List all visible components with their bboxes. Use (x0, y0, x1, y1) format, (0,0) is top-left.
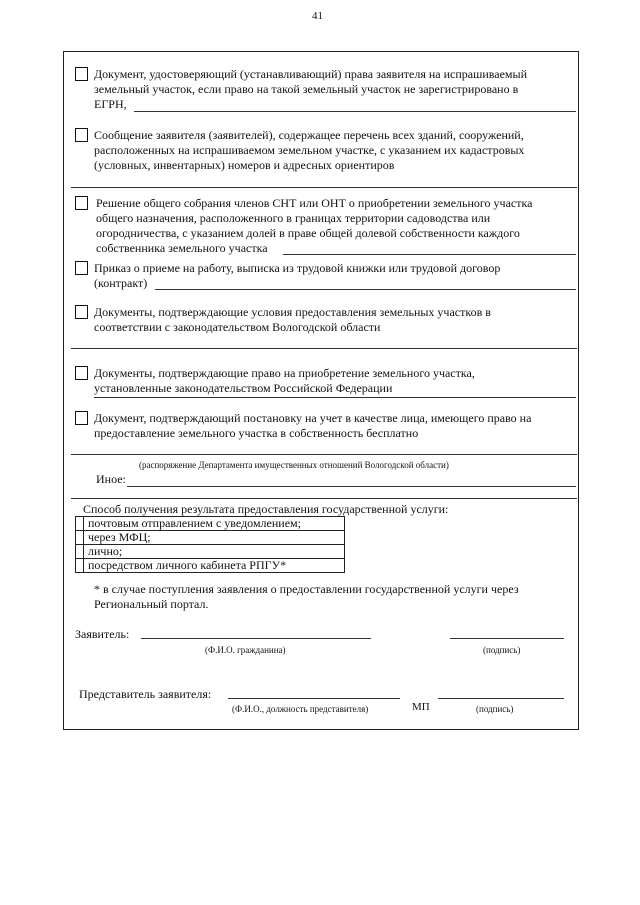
item-2-line-2: расположенных на испрашиваемом земельном участке, с указанием их кадастровых (94, 143, 525, 157)
item-4-checkbox[interactable] (75, 261, 88, 275)
method-footnote-line-1: * в случае поступления заявления о предоставлении государственной услуги через (94, 582, 519, 596)
item-7-divider (71, 454, 577, 455)
item-3-line-3: огородничества, с указанием долей в праве общей долевой собственности каждого (96, 226, 520, 240)
item-1-line-1: Документ, удостоверяющий (устанавливающий) права заявителя на испрашиваемый (94, 67, 527, 81)
method-option-row[interactable] (76, 517, 345, 531)
item-3-fill-line (283, 254, 576, 255)
method-title: Способ получения результата предоставления государственной услуги: (83, 502, 449, 516)
order-note: (распоряжение Департамента имущественных отношений Вологодской области) (139, 460, 449, 470)
method-option-checkbox[interactable] (76, 545, 84, 559)
item-5-line-1: Документы, подтверждающие условия предоставления земельных участков в (94, 305, 491, 319)
item-6-fill-line (94, 397, 576, 398)
item-2-divider (71, 187, 577, 188)
item-1-line-2: земельный участок, если право на такой земельный участок не зарегистрировано в (94, 82, 519, 96)
applicant-sign-caption: (подпись) (483, 645, 521, 655)
item-7-checkbox[interactable] (75, 411, 88, 425)
method-options-table (75, 516, 345, 573)
method-option-checkbox[interactable] (76, 531, 84, 545)
item-1-fill-line (134, 111, 576, 112)
item-3-checkbox[interactable] (75, 196, 88, 210)
representative-sign-line[interactable] (438, 698, 564, 699)
method-option-label: почтовым отправлением с уведомлением; (84, 517, 345, 531)
item-6-line-2: установленные законодательством Российской Федерации (94, 381, 393, 395)
item-3-line-4: собственника земельного участка (96, 241, 268, 255)
representative-name-line[interactable] (228, 698, 400, 699)
representative-name-caption: (Ф.И.О., должность представителя) (232, 704, 369, 714)
item-6-checkbox[interactable] (75, 366, 88, 380)
applicant-name-line[interactable] (141, 638, 371, 639)
method-option-checkbox[interactable] (76, 517, 84, 531)
method-option-checkbox[interactable] (76, 559, 84, 573)
applicant-label: Заявитель: (75, 627, 130, 641)
item-1-line-3: ЕГРН, (94, 97, 127, 111)
item-4-line-2: (контракт) (94, 276, 148, 290)
method-option-row[interactable] (76, 545, 345, 559)
representative-sign-caption: (подпись) (476, 704, 514, 714)
stamp-place-label: МП (412, 701, 430, 713)
item-5-divider (71, 348, 577, 349)
item-2-line-3: (условных, инвентарных) номеров и адресных ориентиров (94, 158, 395, 172)
item-5-checkbox[interactable] (75, 305, 88, 319)
item-2-line-1: Сообщение заявителя (заявителей), содержащее перечень всех зданий, сооружений, (94, 128, 524, 142)
other-label: Иное: (96, 472, 126, 486)
page-number: 41 (312, 10, 323, 22)
item-3-line-2: общего назначения, расположенного в границах территории садоводства или (96, 211, 491, 225)
item-4-line-1: Приказ о приеме на работу, выписка из трудовой книжки или трудовой договор (94, 261, 501, 275)
other-divider (71, 498, 577, 499)
item-7-line-1: Документ, подтверждающий постановку на учет в качестве лица, имеющего право на (94, 411, 532, 425)
item-2-checkbox[interactable] (75, 128, 88, 142)
method-footnote-line-2: Региональный портал. (94, 597, 209, 611)
item-7-line-2: предоставление земельного участка в собственность бесплатно (94, 426, 419, 440)
item-5-line-2: соответствии с законодательством Вологодской области (94, 320, 381, 334)
applicant-sign-line[interactable] (450, 638, 564, 639)
method-option-label: посредством личного кабинета РПГУ* (84, 559, 345, 573)
item-3-line-1: Решение общего собрания членов СНТ или ОНТ о приобретении земельного участка (96, 196, 533, 210)
method-option-row[interactable] (76, 559, 345, 573)
item-4-fill-line (155, 289, 576, 290)
item-1-checkbox[interactable] (75, 67, 88, 81)
other-input-line[interactable] (127, 486, 576, 487)
item-6-line-1: Документы, подтверждающие право на приобретение земельного участка, (94, 366, 475, 380)
method-option-label: через МФЦ; (84, 531, 345, 545)
method-option-label: лично; (84, 545, 345, 559)
applicant-name-caption: (Ф.И.О. гражданина) (205, 645, 286, 655)
method-option-row[interactable] (76, 531, 345, 545)
representative-label: Представитель заявителя: (79, 687, 212, 701)
